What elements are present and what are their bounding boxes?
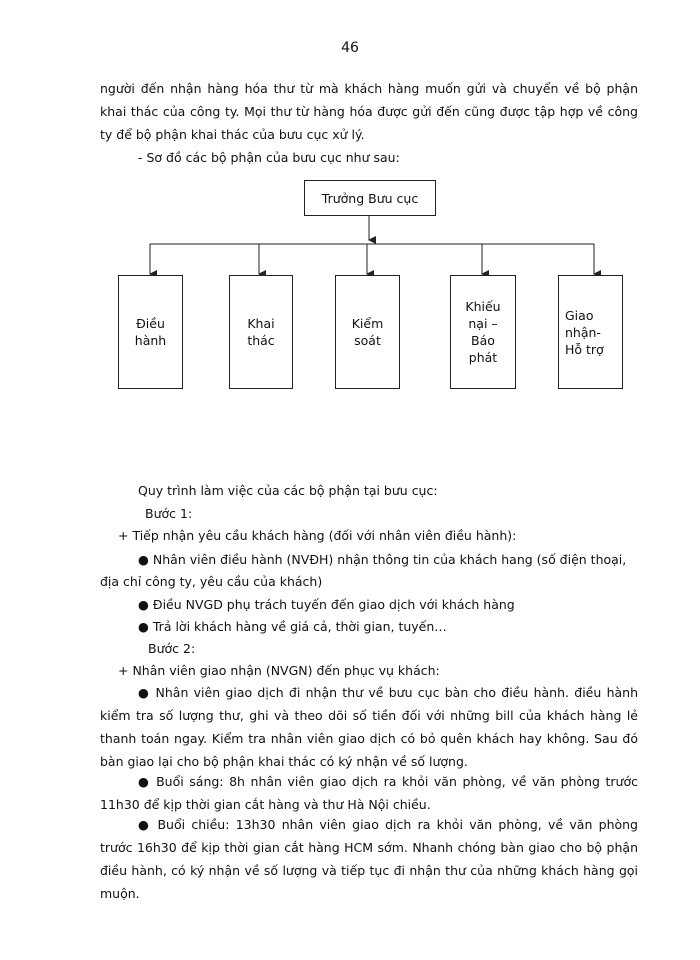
- step1-heading: Bước 1:: [145, 506, 193, 521]
- step1-bullet2: ● Điều NVGD phụ trách tuyến đến giao dịch với khách hàng: [138, 597, 515, 612]
- box-khieu-nai: [450, 275, 516, 389]
- page-number: 46: [341, 40, 359, 56]
- intro-paragraph: người đến nhận hàng hóa thư từ mà khách hàng muốn gửi và chuyển về bộ phận khai thác của công ty. Mọi thư từ hàng hóa được gửi đến cũng được tập hợp về công ty để bộ phận khai thác của bưu cục xử lý.: [100, 81, 638, 142]
- giao-nhan-label: Giao nhận- Hỗ trợ: [565, 307, 604, 357]
- step2-bullet3: ● Buổi chiều: 13h30 nhân viên giao dịch ra khỏi văn phòng, về văn phòng trước 16h30 để kịp thời gian cắt hàng HCM sớm. Nhanh chóng bàn giao cho bộ phận điều hành, có ký nhận về số lượng và tiếp tục đi nhận thư của những khách hàng gọi muộn.: [100, 817, 638, 901]
- step1-bullet3: ● Trả lời khách hàng về giá cả, thời gian, tuyến…: [138, 619, 447, 634]
- step2-bullet2: ● Buổi sáng: 8h nhân viên giao dịch ra khỏi văn phòng, về văn phòng trước 11h30 để kịp thời gian cắt hàng và thư Hà Nội chiều.: [100, 774, 638, 812]
- step2-bullet1: ● Nhân viên giao dịch đi nhận thư về bưu cục bàn cho điều hành. điều hành kiểm tra số lượng thư, ghi và theo dõi số tiền đối với những bill của khách hàng lẻ thanh toán ngay. Kiểm tra nhân viên giao dịch có bỏ quên khách hay không. Sau đó bàn giao lại cho bộ phận khai thác có ký nhận về số lượng.: [100, 685, 638, 769]
- org-chart: [0, 0, 700, 430]
- diagram-intro: - Sơ đồ các bộ phận của bưu cục như sau:: [138, 150, 400, 165]
- root-box: [304, 180, 436, 216]
- step2-heading: Bước 2:: [148, 641, 196, 656]
- khieu-nai-label: Khiếu nại – Báo phát: [465, 299, 501, 365]
- khai-thac-label: Khai thác: [247, 316, 275, 348]
- step1-plus: + Tiếp nhận yêu cầu khách hàng (đối với nhân viên điều hành):: [118, 528, 517, 543]
- box-khai-thac: [229, 275, 293, 389]
- root-label: Trưởng Bưu cục: [321, 190, 419, 206]
- step1-bullet1-line2: địa chỉ công ty, yêu cầu của khách): [100, 574, 323, 589]
- step1-bullet1-line1: ● Nhân viên điều hành (NVĐH) nhận thông tin của khách hang (số điện thoại,: [138, 552, 627, 567]
- kiem-soat-label: Kiểm soát: [351, 316, 384, 348]
- step2-plus: + Nhân viên giao nhận (NVGN) đến phục vụ khách:: [118, 663, 440, 678]
- box-dieu-hanh: [118, 275, 183, 389]
- dieu-hanh-label: Điều hành: [134, 316, 167, 348]
- box-kiem-soat: [335, 275, 400, 389]
- process-title: Quy trình làm việc của các bộ phận tại bưu cục:: [138, 483, 438, 498]
- box-giao-nhan: [558, 275, 623, 389]
